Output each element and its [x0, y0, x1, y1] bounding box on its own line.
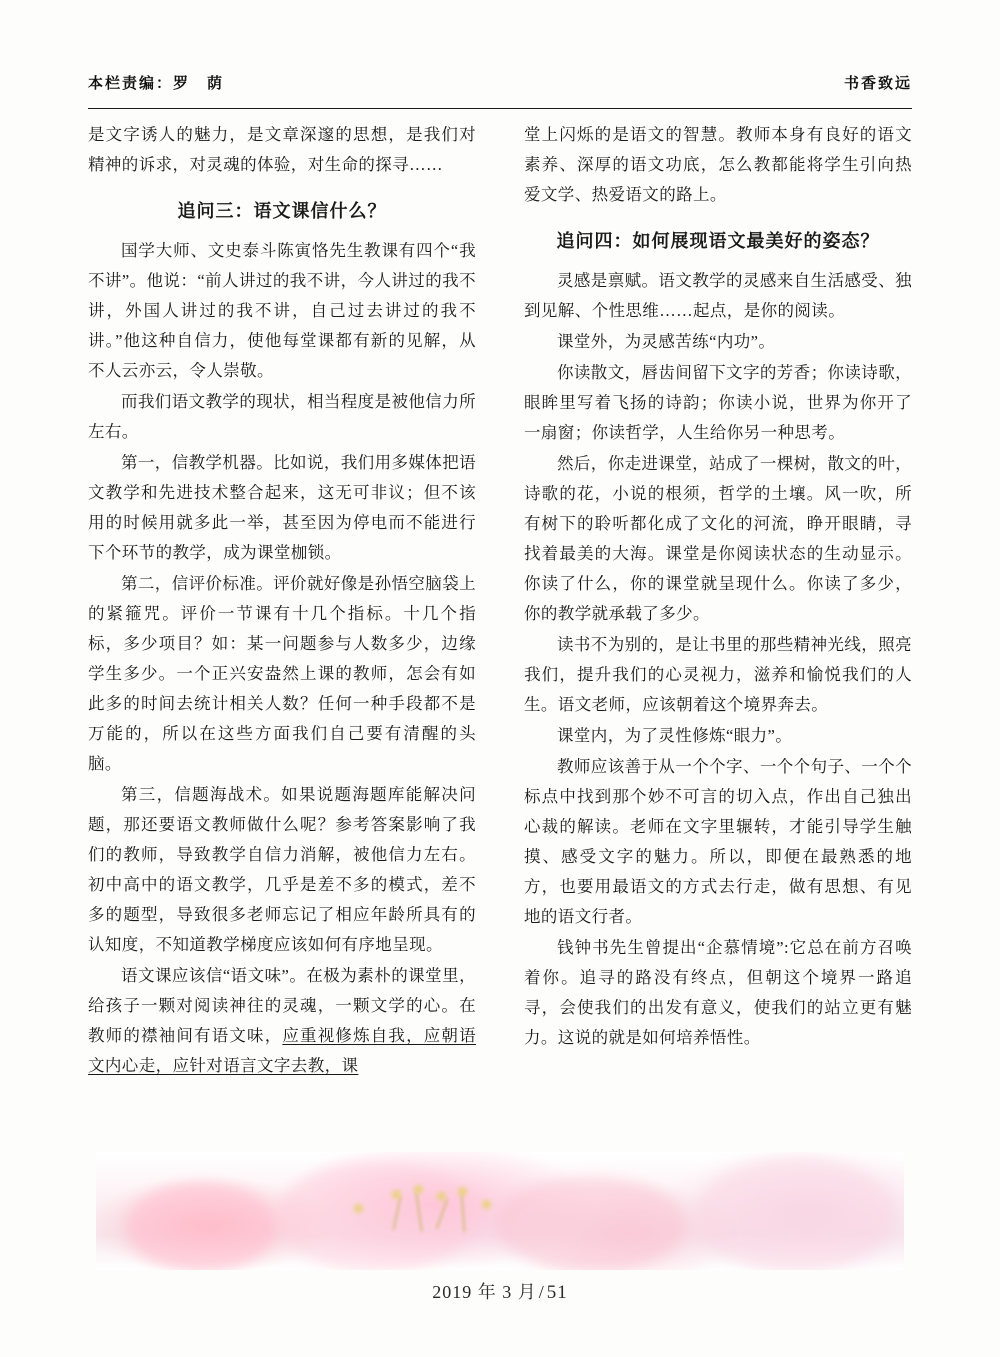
footer-date: 2019 年 3 月	[432, 1282, 537, 1302]
footer-slash: /	[538, 1282, 545, 1302]
left-paragraph-2: 而我们语文教学的现状，相当程度是被他信力所左右。	[88, 392, 476, 441]
right-section-heading: 追问四：如何展现语文最美好的姿态？	[556, 231, 880, 251]
left-paragraph-1: 国学大师、文史泰斗陈寅恪先生教课有四个“我不讲”。他说：“前人讲过的我不讲，今人讲过的我不讲，外国人讲过的我不讲，自己过去讲过的我不讲。”他这种自信力，使他每堂课都有新的见解，从不人云亦云，令人崇敬。	[88, 241, 476, 380]
decorative-flower-photo	[96, 1152, 904, 1270]
right-paragraph-8: 钱钟书先生曾提出“企慕情境”:它总在前方召唤着你。追寻的路没有终点，但朝这个境界一路追寻，会使我们的出发有意义，使我们的站立更有魅力。这说的就是如何培养悟性。	[524, 938, 912, 1047]
left-column	[88, 120, 476, 1082]
header-column-title: 书香致远	[843, 76, 912, 92]
left-paragraph-6	[88, 961, 476, 1081]
right-column	[524, 120, 912, 1082]
right-paragraph-4: 然后，你走进课堂，站成了一棵树，散文的叶，诗歌的花，小说的根须，哲学的土壤。风一吹，所有树下的聆听都化成了文化的河流，睁开眼睛，寻找着最美的大海。课堂是你阅读状态的生动显示。你读了什么，你的课堂就呈现什么。你读了多少，你的教学就承载了多少。	[524, 454, 912, 623]
right-paragraph-7: 教师应该善于从一个个字、一个个句子、一个个标点中找到那个妙不可言的切入点，作出自己独出心裁的解读。老师在文字里辗转，才能引导学生触摸、感受文字的魅力。所以，即便在最熟悉的地方，也要用最语文的方式去行走，做有思想、有见地的语文行者。	[524, 757, 912, 926]
left-paragraph-6-underlined: 应重视修炼自我，应朝语文内心走，应针对语言文字去教，课	[88, 1026, 476, 1075]
page-header	[88, 72, 912, 106]
right-paragraph-5: 读书不为别的，是让书里的那些精神光线，照亮我们，提升我们的心灵视力，滋养和愉悦我们的人生。语文老师，应该朝着这个境界奔去。	[524, 635, 912, 714]
header-editor-label: 本栏责编：罗 荫	[88, 76, 225, 92]
right-paragraph-6: 课堂内，为了灵性修炼“眼力”。	[557, 726, 793, 745]
left-paragraph-3: 第一，信教学机器。比如说，我们用多媒体把语文教学和先进技术整合起来，这无可非议；但不该用的时候用就多此一举，甚至因为停电而不能进行下个环节的教学，成为课堂枷锁。	[88, 453, 476, 562]
right-opening-paragraph: 堂上闪烁的是语文的智慧。教师本身有良好的语文素养、深厚的语文功底，怎么教都能将学生引向热爱文学、热爱语文的路上。	[524, 125, 912, 204]
left-paragraph-6-text: 语文课应该信“语文味”。在极为素朴的课堂里，给孩子一颗对阅读神往的灵魂，一颗文学的心。在教师的襟袖间有语文味，	[88, 966, 476, 1045]
right-paragraph-2: 课堂外，为灵感苦练“内功”。	[557, 332, 776, 351]
right-paragraph-3: 你读散文，唇齿间留下文字的芳香；你读诗歌，眼眸里写着飞扬的诗韵；你读小说，世界为你开了一扇窗；你读哲学，人生给你另一种思考。	[524, 363, 912, 442]
header-divider	[88, 108, 912, 109]
page-footer	[0, 1278, 1000, 1304]
left-opening-paragraph: 是文字诱人的魅力，是文章深邃的思想，是我们对精神的诉求，对灵魂的体验，对生命的探寻……	[88, 125, 476, 174]
left-paragraph-4: 第二，信评价标准。评价就好像是孙悟空脑袋上的紧箍咒。评价一节课有十几个指标。十几个指标，多少项目？如：某一问题参与人数多少，边缘学生多少。一个正兴安盎然上课的教师，怎会有如此多的时间去统计相关人数？任何一种手段都不是万能的，所以在这些方面我们自己要有清醒的头脑。	[88, 574, 476, 773]
article-body	[88, 120, 912, 1082]
right-paragraph-1: 灵感是禀赋。语文教学的灵感来自生活感受、独到见解、个性思维……起点，是你的阅读。	[524, 271, 912, 320]
left-section-heading: 追问三：语文课信什么？	[177, 201, 387, 221]
footer-page-number: 51	[546, 1282, 568, 1303]
left-paragraph-5: 第三，信题海战术。如果说题海题库能解决问题，那还要语文教师做什么呢？参考答案影响了我们的教师，导致教学自信力消解，被他信力左右。初中高中的语文教学，几乎是差不多的模式，差不多的题型，导致很多老师忘记了相应年龄所具有的认知度，不知道教学梯度应该如何有序地呈现。	[88, 785, 476, 954]
